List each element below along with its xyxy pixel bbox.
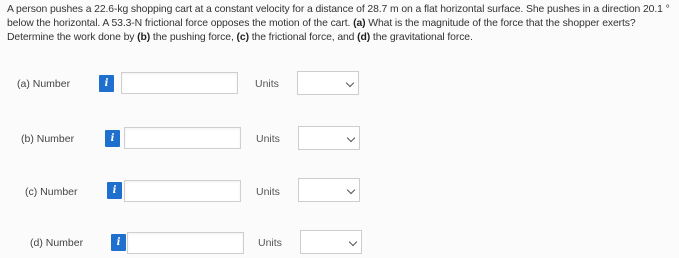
chevron-down-icon <box>347 134 355 142</box>
part-b-marker: (b) <box>137 32 151 43</box>
units-label-c: Units <box>256 186 280 198</box>
answer-label-d: (d) Number <box>30 237 84 249</box>
chevron-down-icon <box>346 79 354 87</box>
units-label-a: Units <box>255 78 279 90</box>
number-input-b[interactable] <box>124 127 241 149</box>
units-select-d[interactable] <box>300 230 362 254</box>
part-d-marker: (d) <box>357 32 371 43</box>
units-select-a[interactable] <box>297 71 359 95</box>
units-select-b[interactable] <box>298 126 360 150</box>
info-icon[interactable]: i <box>99 75 114 92</box>
number-input-a[interactable] <box>121 72 238 94</box>
answer-label-c: (c) Number <box>25 186 78 198</box>
units-select-c[interactable] <box>298 178 360 202</box>
units-label-d: Units <box>258 237 282 249</box>
answer-label-a: (a) Number <box>17 78 71 90</box>
number-input-d[interactable] <box>127 232 244 254</box>
info-icon[interactable]: i <box>105 130 120 147</box>
number-input-c[interactable] <box>124 180 241 202</box>
chevron-down-icon <box>347 186 355 194</box>
answer-label-b: (b) Number <box>21 133 75 145</box>
chevron-down-icon <box>349 238 357 246</box>
info-icon[interactable]: i <box>111 234 126 251</box>
part-a-text: What is the magnitude of the force that the shopper exerts? Determine the work done by <box>7 18 636 43</box>
part-c-text: the frictional force, and <box>251 32 355 43</box>
part-c-marker: (c) <box>236 32 249 43</box>
part-d-text: the gravitational force. <box>372 32 473 43</box>
part-a-marker: (a) <box>353 18 366 29</box>
part-b-text: the pushing force, <box>152 32 234 43</box>
info-icon[interactable]: i <box>107 182 122 199</box>
question-intro: A person pushes a 22.6-kg shopping cart at a constant velocity for a distance of 28.7 m on a flat horizontal surface. She pushes in a direction 20.1 ° below the horizontal. A 53.3-N frictional force opposes the motion of the cart. <box>7 4 670 29</box>
units-label-b: Units <box>256 133 280 145</box>
question-text <box>7 3 675 45</box>
